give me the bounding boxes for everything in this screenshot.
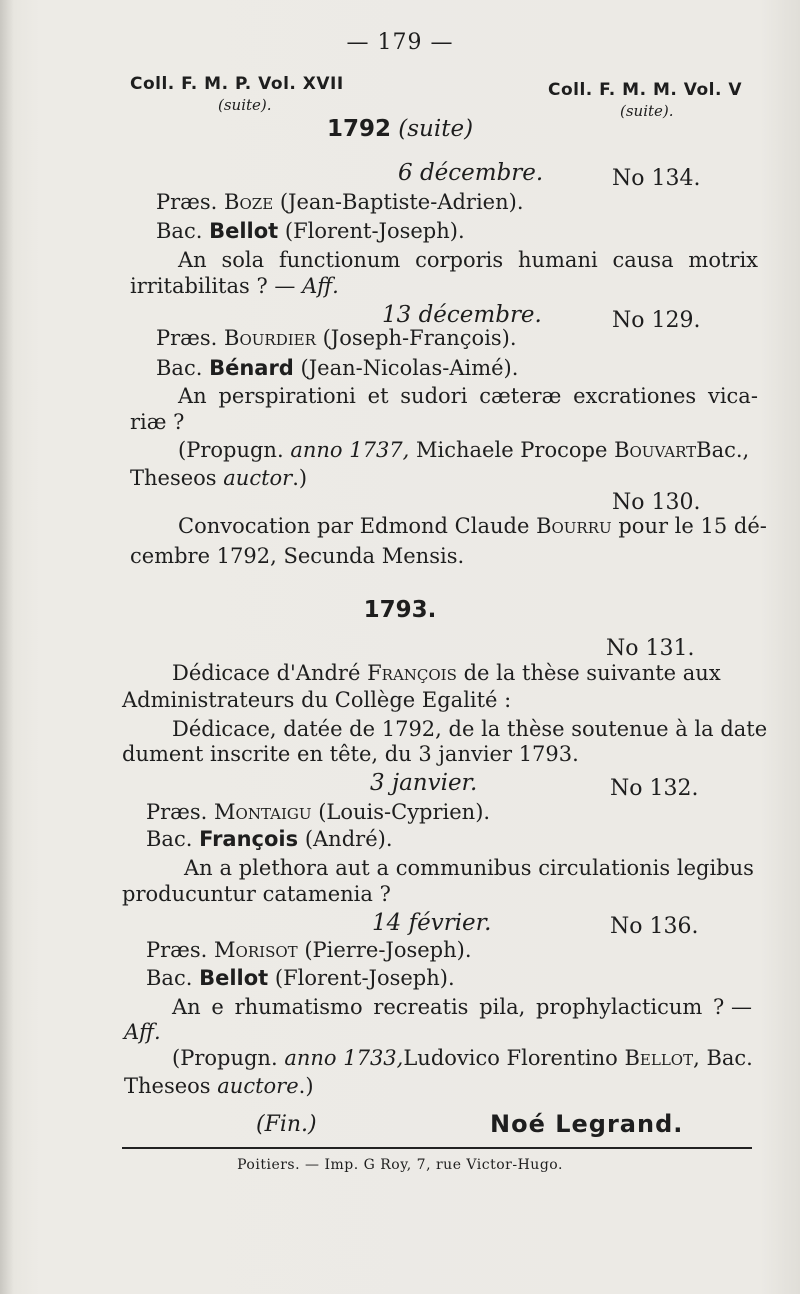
question-word: legibus bbox=[676, 856, 754, 880]
entry-136-bachelor: Bac. Bellot (Florent-Joseph). bbox=[146, 966, 455, 990]
entry-129-propugn-line-2: Theseos auctor.) bbox=[130, 466, 308, 490]
question-word: An bbox=[184, 856, 213, 880]
entry-132-question-line-1 bbox=[184, 858, 754, 879]
year-1792: 1792 bbox=[326, 116, 391, 142]
entry-136-praeses: Præs. Morisot (Pierre-Joseph). bbox=[146, 938, 472, 962]
question-word: a bbox=[219, 856, 232, 880]
collection-left-suite: (suite). bbox=[218, 96, 272, 114]
question-word: excrationes bbox=[573, 384, 697, 408]
entry-129-question-line-2: riæ ? bbox=[130, 410, 185, 434]
entry-136-date: 14 février. bbox=[372, 910, 492, 936]
entry-131-line-3: Dédicace, datée de 1792, de la thèse soutenue à la date bbox=[172, 717, 768, 741]
entry-131-number: No 131. bbox=[606, 636, 695, 661]
year-heading-1793 bbox=[0, 597, 800, 623]
collection-right: Coll. F. M. M. Vol. V bbox=[548, 80, 743, 100]
question-word: pila, bbox=[479, 995, 526, 1019]
entry-136-number: No 136. bbox=[610, 914, 699, 939]
question-word: corporis bbox=[415, 248, 504, 272]
question-word: et bbox=[367, 384, 389, 408]
entry-130-number: No 130. bbox=[612, 490, 701, 515]
entry-134-date: 6 décembre. bbox=[398, 160, 544, 186]
question-word: An bbox=[178, 248, 207, 272]
question-word: a bbox=[376, 856, 390, 880]
entry-134-question-line-2: irritabilitas ? — Aff. bbox=[130, 274, 339, 298]
entry-132-bachelor: Bac. François (André). bbox=[146, 827, 393, 851]
question-word: vica- bbox=[707, 384, 758, 408]
entry-134-praeses: Præs. Boze (Jean-Baptiste-Adrien). bbox=[156, 190, 524, 214]
year-1793: 1793. bbox=[363, 597, 437, 623]
entry-129-number: No 129. bbox=[612, 308, 701, 333]
entry-134-question-line-1 bbox=[178, 250, 758, 271]
entry-131-line-4: dument inscrite en tête, du 3 janvier 1793. bbox=[122, 742, 579, 766]
year-1792-suite: (suite) bbox=[398, 116, 474, 142]
entry-129-bachelor: Bac. Bénard (Jean-Nicolas-Aimé). bbox=[156, 356, 519, 380]
entry-132-number: No 132. bbox=[610, 776, 699, 801]
question-word: plethora bbox=[238, 856, 329, 880]
fin-label: (Fin.) bbox=[256, 1112, 317, 1137]
entry-130-line-1: Convocation par Edmond Claude Bourru pour le 15 dé- bbox=[178, 514, 767, 538]
entry-136-question-line-2: Aff. bbox=[124, 1020, 161, 1044]
footer-rule bbox=[122, 1147, 752, 1149]
question-word: e bbox=[211, 995, 224, 1019]
author-signature: Noé Legrand. bbox=[490, 1110, 684, 1138]
page-number: — 179 — bbox=[346, 30, 454, 55]
entry-131-line-1: Dédicace d'André François de la thèse suivante aux bbox=[172, 661, 721, 685]
entry-129-date: 13 décembre. bbox=[382, 302, 542, 328]
entry-136-question-line-1 bbox=[172, 997, 752, 1018]
question-word: functionum bbox=[278, 248, 401, 272]
question-word: communibus bbox=[395, 856, 532, 880]
question-word: sola bbox=[221, 248, 265, 272]
entry-131-line-2: Administrateurs du Collège Egalité : bbox=[122, 688, 512, 712]
entry-134-bachelor: Bac. Bellot (Florent-Joseph). bbox=[156, 219, 465, 243]
question-word: circulationis bbox=[538, 856, 671, 880]
question-word: cæteræ bbox=[479, 384, 562, 408]
question-word: An bbox=[172, 995, 201, 1019]
entry-129-praeses: Præs. Bourdier (Joseph-François). bbox=[156, 326, 517, 350]
entry-129-propugn-line-1: (Propugn. anno 1737, Michaele Procope BouvartBac., bbox=[178, 438, 750, 462]
entry-136-propugn-line-2: Theseos auctore.) bbox=[124, 1074, 314, 1098]
question-word: recreatis bbox=[373, 995, 469, 1019]
collection-left: Coll. F. M. P. Vol. XVII bbox=[130, 74, 344, 94]
entry-134-number: No 134. bbox=[612, 166, 701, 191]
question-word: prophylacticum bbox=[535, 995, 703, 1019]
question-word: sudori bbox=[400, 384, 468, 408]
question-word: aut bbox=[335, 856, 370, 880]
entry-136-propugn-line-1: (Propugn. anno 1733,Ludovico Florentino Bellot, Bac. bbox=[172, 1046, 753, 1070]
printer-imprint: Poitiers. — Imp. G Roy, 7, rue Victor-Hugo. bbox=[237, 1157, 563, 1173]
question-word: rhumatismo bbox=[234, 995, 363, 1019]
entry-132-date: 3 janvier. bbox=[370, 770, 478, 796]
entry-132-praeses: Præs. Montaigu (Louis-Cyprien). bbox=[146, 800, 491, 824]
question-word: perspirationi bbox=[218, 384, 356, 408]
question-word: ? — bbox=[713, 995, 752, 1019]
question-word: motrix bbox=[688, 248, 758, 272]
question-word: An bbox=[178, 384, 207, 408]
year-heading-1792 bbox=[0, 116, 800, 142]
question-word: humani bbox=[517, 248, 598, 272]
entry-132-question-line-2: producuntur catamenia ? bbox=[122, 882, 391, 906]
entry-130-line-2: cembre 1792, Secunda Mensis. bbox=[130, 544, 465, 568]
collection-right-suite: (suite). bbox=[620, 102, 674, 120]
entry-129-question-line-1 bbox=[178, 386, 758, 407]
question-word: causa bbox=[612, 248, 674, 272]
